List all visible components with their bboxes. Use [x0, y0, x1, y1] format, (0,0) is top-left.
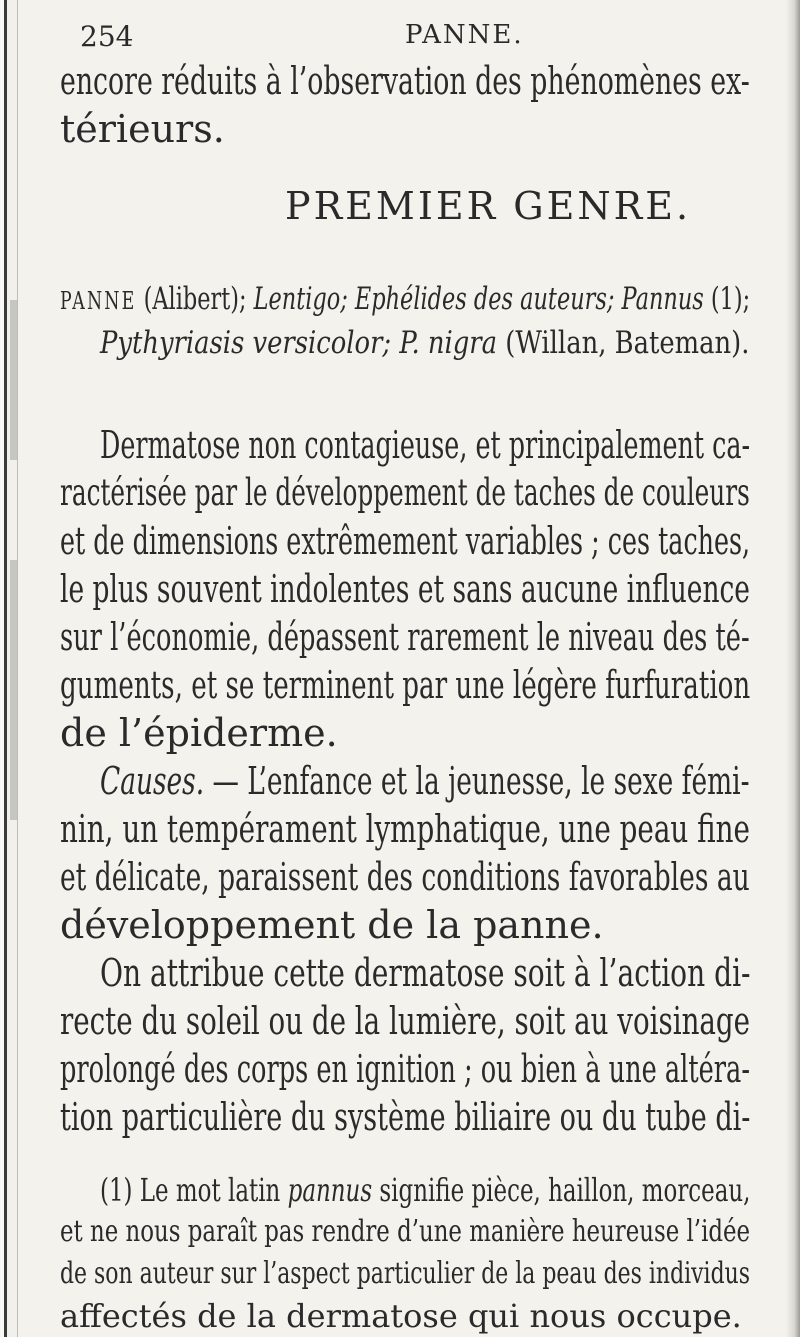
italic-text: pannus [287, 1171, 373, 1209]
text-line: ractérisée par le développement de taches de couleurs [60, 471, 750, 514]
page-number: 254 [80, 20, 134, 53]
footnote-ref: (1); [703, 281, 751, 317]
text-line: sur l’économie, dépassent rarement le niveau des té- [60, 615, 750, 659]
text-line: Dermatose non contagieuse, et principalement ca- [100, 423, 751, 467]
footnote-line: et ne nous paraît pas rendre d’une manière heureuse l’idée [60, 1214, 751, 1249]
italic-text: Pythyriasis versicolor; P. nigra [100, 325, 498, 361]
text-line: le plus souvent indolentes et sans aucune influence [60, 567, 750, 611]
footnote-line: de son auteur sur l’aspect particulier de la peau des individus [60, 1256, 751, 1291]
synonymy-line [60, 276, 750, 324]
gutter-shadow [10, 300, 17, 460]
text-line: térieurs. [60, 107, 225, 151]
text-line: et délicate, paraissent des conditions favorables au [60, 855, 750, 899]
text-line: guments, et se terminent par une légère furfuration [60, 663, 751, 707]
text: (Alibert); [136, 281, 254, 317]
footnote-marker: (1) Le mot latin [100, 1171, 288, 1209]
text-line: recte du soleil ou de la lumière, soit au voisinage [60, 999, 751, 1043]
footnote-line: affectés de la dermatose qui nous occupe. [60, 1297, 742, 1335]
text-line: encore réduits à l’observation des phénomènes ex- [60, 59, 750, 103]
text-line: développement de la panne. [60, 903, 604, 947]
text: (Willan, Bateman). [497, 325, 750, 361]
italic-text: Lentigo; Ephélides des auteurs; Pannus [253, 281, 704, 317]
text-line: nin, un tempérament lymphatique, une peau fine [60, 807, 750, 851]
running-header [80, 20, 720, 60]
book-gutter [0, 0, 24, 1337]
running-title: PANNE. [405, 20, 524, 50]
synonymy-line [100, 320, 749, 366]
text-line: prolongé des corps en ignition ; ou bien à une altéra- [60, 1047, 750, 1091]
text-line: de l’épiderme. [60, 711, 338, 755]
book-page [60, 0, 790, 1337]
gutter-shadow [10, 560, 17, 820]
text: — L’enfance et la jeunesse, le sexe fémi- [204, 759, 750, 803]
term: PANNE [60, 287, 137, 315]
section-heading: PREMIER GENRE. [285, 184, 692, 228]
text-line: On attribue cette dermatose soit à l’action di- [100, 951, 751, 995]
text-line: tion particulière du système biliaire ou du tube di- [60, 1095, 751, 1139]
text: signifie pièce, haillon, morceau, [372, 1171, 751, 1209]
causes-line [100, 758, 749, 804]
causes-label: Causes. [100, 759, 205, 803]
footnote-line [100, 1170, 750, 1210]
text-line: et de dimensions extrêmement variables ; ces taches, [60, 519, 751, 563]
